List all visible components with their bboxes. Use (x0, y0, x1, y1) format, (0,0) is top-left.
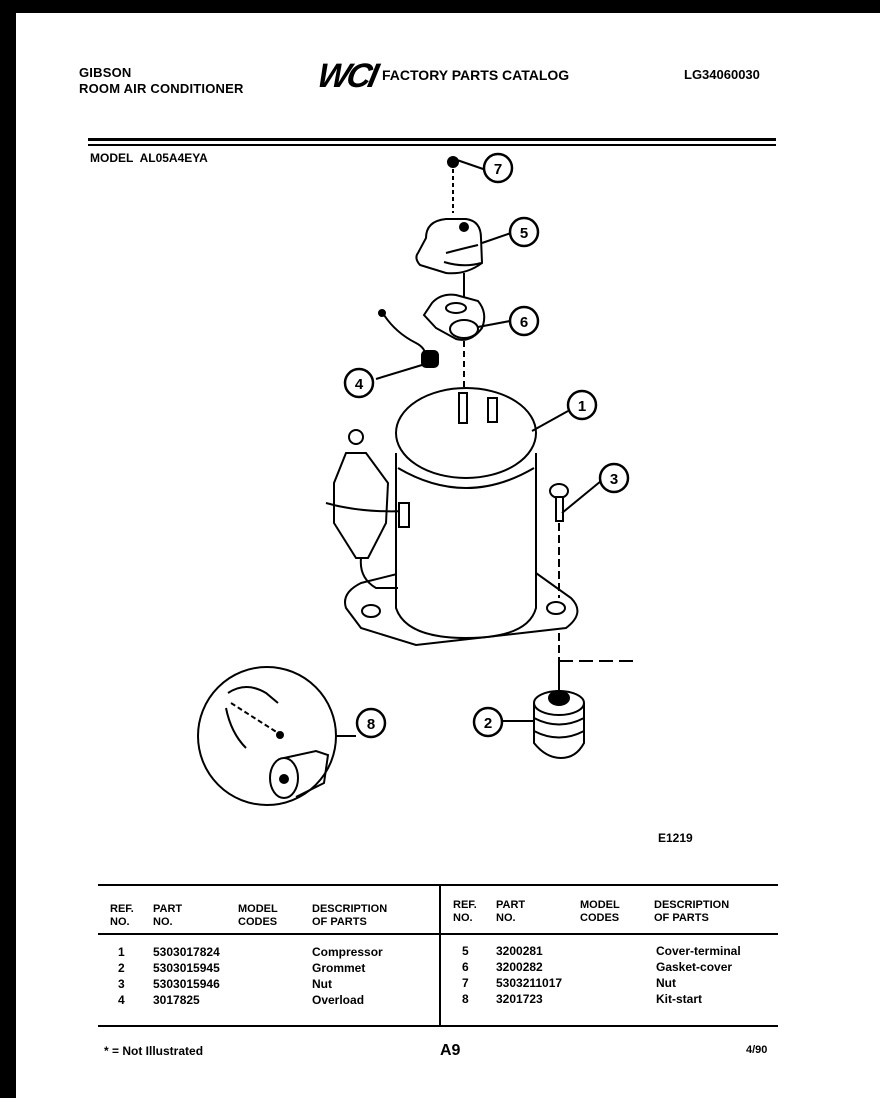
callout-1: 1 (577, 398, 587, 415)
right-desc-column (656, 943, 741, 1007)
right-part-column (496, 943, 562, 1007)
table-row-desc: Kit-start (656, 992, 703, 1006)
callout-7: 7 (493, 161, 503, 178)
catalog-number: LG34060030 (684, 67, 760, 82)
table-row-ref: 8 (462, 992, 469, 1006)
col-desc-left (312, 903, 387, 929)
callout-4: 4 (354, 376, 364, 393)
col-desc-right (654, 899, 729, 925)
table-header-rule-right (441, 933, 778, 935)
table-row-ref: 1 (118, 945, 125, 959)
col-label: CODES (580, 912, 620, 924)
table-row-desc: Overload (312, 993, 365, 1007)
col-codes-right (580, 899, 620, 925)
table-top-rule (98, 884, 778, 886)
left-desc-column (312, 944, 383, 1008)
col-ref-left (110, 903, 134, 929)
col-label: DESCRIPTION (654, 899, 730, 911)
table-row-ref: 5 (462, 944, 469, 958)
table-row-ref: 7 (462, 976, 469, 990)
col-label: REF. (453, 899, 477, 911)
table-row-desc: Grommet (312, 961, 366, 975)
part-5-cover-terminal-icon (416, 219, 511, 303)
col-label: NO. (496, 912, 516, 924)
catalog-date: 4/90 (746, 1044, 768, 1056)
table-row-part: 5303017824 (153, 945, 220, 959)
table-row-desc: Nut (312, 977, 332, 991)
table-row-part: 3200282 (496, 960, 543, 974)
left-ref-column (118, 944, 125, 1008)
col-label: PART (496, 899, 526, 911)
col-label: DESCRIPTION (312, 903, 388, 915)
table-row-part: 5303211017 (496, 976, 563, 990)
page-number: A9 (440, 1042, 461, 1059)
callout-2: 2 (483, 715, 493, 732)
callout-3: 3 (609, 471, 619, 488)
exploded-parts-diagram (16, 13, 880, 873)
table-bottom-rule (98, 1025, 778, 1027)
callout-6: 6 (519, 314, 529, 331)
part-7-nut-icon (448, 157, 486, 213)
table-row-part: 3017825 (153, 993, 200, 1007)
table-row-part: 5303015946 (153, 977, 220, 991)
col-label: PART (153, 903, 183, 915)
table-divider (439, 885, 441, 1027)
col-label: MODEL (238, 903, 278, 915)
col-label: MODEL (580, 899, 620, 911)
col-part-right (496, 899, 525, 925)
part-1-compressor-icon (326, 388, 577, 645)
col-label: OF PARTS (654, 912, 709, 924)
col-label: CODES (238, 916, 278, 928)
col-part-left (153, 903, 182, 929)
col-label: REF. (110, 903, 134, 915)
wci-logo: WCI (313, 57, 380, 95)
table-row-part: 3201723 (496, 992, 543, 1006)
part-8-kit-start-inset-icon (198, 667, 356, 805)
col-codes-left (238, 903, 278, 929)
catalog-page (16, 13, 880, 1098)
table-row-desc: Gasket-cover (656, 960, 733, 974)
not-illustrated-note: * = Not Illustrated (104, 1044, 204, 1058)
table-row-part: 3200281 (496, 944, 543, 958)
table-row-desc: Compressor (312, 945, 383, 959)
table-row-ref: 4 (118, 993, 125, 1007)
table-row-ref: 2 (118, 961, 125, 975)
product-line: ROOM AIR CONDITIONER (79, 81, 244, 96)
part-2-grommet-icon (501, 691, 584, 758)
table-row-ref: 6 (462, 960, 469, 974)
table-row-desc: Cover-terminal (656, 944, 741, 958)
brand-name: GIBSON (79, 65, 132, 80)
model-label: MODEL (90, 151, 134, 165)
right-ref-column (462, 943, 469, 1007)
part-3-nut-icon (550, 481, 634, 693)
left-part-column (153, 944, 220, 1008)
diagram-id: E1219 (658, 831, 693, 845)
table-row-ref: 3 (118, 977, 125, 991)
table-row-part: 5303015945 (153, 961, 220, 975)
model-number: AL05A4EYA (139, 151, 208, 165)
col-ref-right (453, 899, 477, 925)
catalog-title: FACTORY PARTS CATALOG (382, 67, 570, 83)
table-row-desc: Nut (656, 976, 676, 990)
col-label: NO. (153, 916, 173, 928)
col-label: NO. (110, 916, 130, 928)
col-label: OF PARTS (312, 916, 367, 928)
table-header-rule-left (98, 933, 439, 935)
callout-8: 8 (366, 716, 376, 733)
callout-5: 5 (519, 225, 529, 242)
col-label: NO. (453, 912, 473, 924)
